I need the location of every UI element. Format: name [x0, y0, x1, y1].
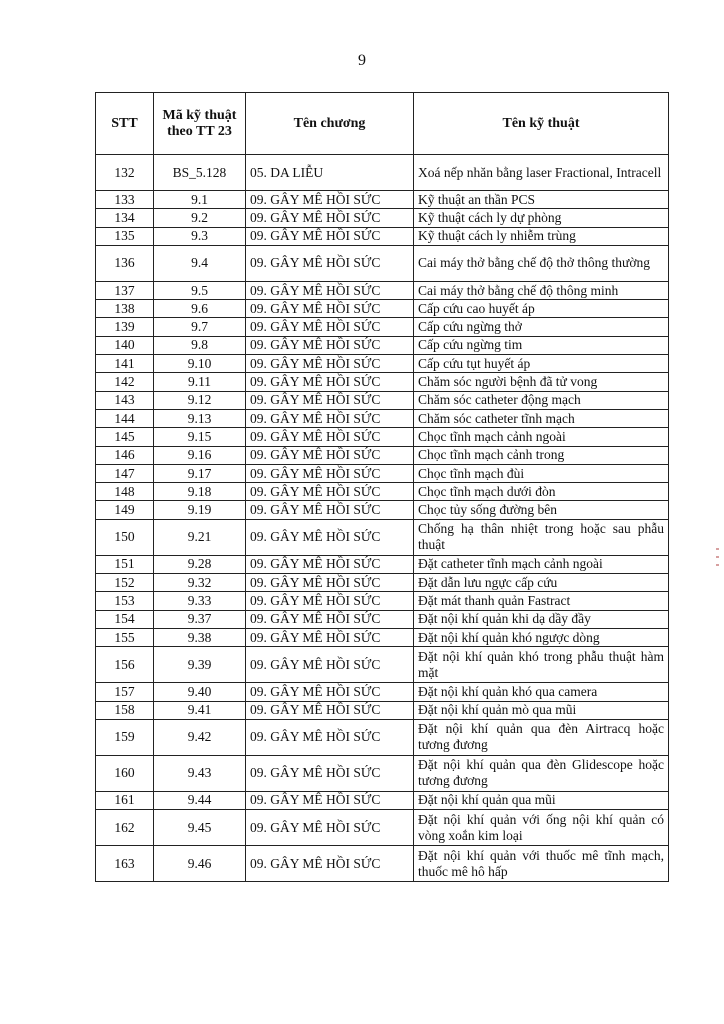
cell-chapter: 09. GÂY MÊ HỒI SỨC: [246, 209, 414, 227]
cell-chapter: 09. GÂY MÊ HỒI SỨC: [246, 300, 414, 318]
table-header-row: [96, 93, 669, 155]
cell-chapter: 09. GÂY MÊ HỒI SỨC: [246, 719, 414, 755]
cell-technique: Kỹ thuật cách ly nhiễm trùng: [414, 227, 669, 245]
header-stt: STT: [96, 93, 154, 155]
cell-code: 9.12: [154, 391, 246, 409]
cell-code: 9.41: [154, 701, 246, 719]
cell-stt: 155: [96, 628, 154, 646]
cell-chapter: 09. GÂY MÊ HỒI SỨC: [246, 464, 414, 482]
table-row: [96, 483, 669, 501]
cell-stt: 144: [96, 409, 154, 427]
cell-code: 9.10: [154, 355, 246, 373]
table-row: [96, 428, 669, 446]
cell-chapter: 09. GÂY MÊ HỒI SỨC: [246, 846, 414, 882]
table-row: [96, 191, 669, 209]
cell-technique: Chọc tĩnh mạch đùi: [414, 464, 669, 482]
cell-technique: Đặt nội khí quản qua đèn Glidescope hoặc tương đương: [414, 755, 669, 791]
cell-technique: Đặt nội khí quản khó trong phẫu thuật hàm mặt: [414, 647, 669, 683]
cell-technique: Đặt nội khí quản khó ngược dòng: [414, 628, 669, 646]
cell-stt: 152: [96, 574, 154, 592]
cell-code: 9.28: [154, 555, 246, 573]
cell-stt: 139: [96, 318, 154, 336]
cell-stt: 147: [96, 464, 154, 482]
cell-chapter: 09. GÂY MÊ HỒI SỨC: [246, 555, 414, 573]
cell-code: 9.40: [154, 683, 246, 701]
cell-technique: Đặt nội khí quản khó qua camera: [414, 683, 669, 701]
cell-stt: 135: [96, 227, 154, 245]
table-row: [96, 683, 669, 701]
cell-stt: 160: [96, 755, 154, 791]
cell-chapter: 09. GÂY MÊ HỒI SỨC: [246, 610, 414, 628]
cell-stt: 148: [96, 483, 154, 501]
table-row: [96, 610, 669, 628]
cell-code: 9.11: [154, 373, 246, 391]
cell-code: 9.6: [154, 300, 246, 318]
cell-technique: Xoá nếp nhăn bằng laser Fractional, Intracell: [414, 155, 669, 191]
cell-chapter: 09. GÂY MÊ HỒI SỨC: [246, 318, 414, 336]
cell-technique: Cấp cứu ngừng thở: [414, 318, 669, 336]
cell-chapter: 09. GÂY MÊ HỒI SỨC: [246, 592, 414, 610]
cell-chapter: 09. GÂY MÊ HỒI SỨC: [246, 409, 414, 427]
table-row: [96, 227, 669, 245]
cell-technique: Chống hạ thân nhiệt trong hoặc sau phẫu thuật: [414, 519, 669, 555]
cell-chapter: 05. DA LIỄU: [246, 155, 414, 191]
table-row: [96, 501, 669, 519]
table-row: [96, 446, 669, 464]
cell-technique: Cấp cứu cao huyết áp: [414, 300, 669, 318]
cell-stt: 132: [96, 155, 154, 191]
cell-code: 9.7: [154, 318, 246, 336]
cell-code: 9.43: [154, 755, 246, 791]
cell-code: 9.37: [154, 610, 246, 628]
cell-code: 9.38: [154, 628, 246, 646]
cell-code: 9.16: [154, 446, 246, 464]
cell-technique: Đặt nội khí quản với thuốc mê tĩnh mạch, thuốc mê hô hấp: [414, 846, 669, 882]
cell-chapter: 09. GÂY MÊ HỒI SỨC: [246, 701, 414, 719]
cell-technique: Đặt nội khí quản mò qua mũi: [414, 701, 669, 719]
cell-code: 9.17: [154, 464, 246, 482]
cell-stt: 138: [96, 300, 154, 318]
cell-technique: Đặt nội khí quản với ống nội khí quản có vòng xoắn kim loại: [414, 810, 669, 846]
table-row: [96, 336, 669, 354]
cell-code: 9.3: [154, 227, 246, 245]
table-row: [96, 209, 669, 227]
cell-stt: 143: [96, 391, 154, 409]
cell-code: BS_5.128: [154, 155, 246, 191]
cell-stt: 146: [96, 446, 154, 464]
cell-code: 9.4: [154, 245, 246, 281]
cell-technique: Chọc tĩnh mạch dưới đòn: [414, 483, 669, 501]
cell-chapter: 09. GÂY MÊ HỒI SỨC: [246, 628, 414, 646]
cell-code: 9.5: [154, 281, 246, 299]
cell-chapter: 09. GÂY MÊ HỒI SỨC: [246, 245, 414, 281]
cell-chapter: 09. GÂY MÊ HỒI SỨC: [246, 519, 414, 555]
cell-chapter: 09. GÂY MÊ HỒI SỨC: [246, 755, 414, 791]
cell-technique: Đặt dẫn lưu ngực cấp cứu: [414, 574, 669, 592]
cell-stt: 158: [96, 701, 154, 719]
cell-code: 9.8: [154, 336, 246, 354]
table-row: [96, 519, 669, 555]
table-row: [96, 318, 669, 336]
cell-technique: Cấp cứu ngừng tim: [414, 336, 669, 354]
cell-code: 9.39: [154, 647, 246, 683]
header-code: Mã kỹ thuật theo TT 23: [154, 93, 246, 155]
margin-marks: [716, 548, 720, 576]
cell-technique: Đặt nội khí quản qua đèn Airtracq hoặc tương đương: [414, 719, 669, 755]
cell-code: 9.15: [154, 428, 246, 446]
cell-code: 9.21: [154, 519, 246, 555]
cell-stt: 150: [96, 519, 154, 555]
cell-code: 9.18: [154, 483, 246, 501]
table-row: [96, 391, 669, 409]
cell-stt: 137: [96, 281, 154, 299]
header-technique: Tên kỹ thuật: [414, 93, 669, 155]
table-row: [96, 155, 669, 191]
table-row: [96, 647, 669, 683]
cell-stt: 163: [96, 846, 154, 882]
cell-code: 9.45: [154, 810, 246, 846]
cell-technique: Cấp cứu tụt huyết áp: [414, 355, 669, 373]
table-row: [96, 628, 669, 646]
cell-chapter: 09. GÂY MÊ HỒI SỨC: [246, 483, 414, 501]
cell-code: 9.2: [154, 209, 246, 227]
cell-technique: Đặt nội khí quản khi dạ dầy đầy: [414, 610, 669, 628]
cell-code: 9.13: [154, 409, 246, 427]
cell-technique: Đặt nội khí quản qua mũi: [414, 791, 669, 809]
cell-chapter: 09. GÂY MÊ HỒI SỨC: [246, 227, 414, 245]
cell-code: 9.42: [154, 719, 246, 755]
cell-chapter: 09. GÂY MÊ HỒI SỨC: [246, 647, 414, 683]
table-row: [96, 245, 669, 281]
cell-technique: Chăm sóc catheter tĩnh mạch: [414, 409, 669, 427]
cell-technique: Chọc tủy sống đường bên: [414, 501, 669, 519]
cell-stt: 142: [96, 373, 154, 391]
cell-stt: 136: [96, 245, 154, 281]
table-row: [96, 701, 669, 719]
table-row: [96, 281, 669, 299]
table-row: [96, 592, 669, 610]
cell-technique: Chọc tĩnh mạch cảnh trong: [414, 446, 669, 464]
table-row: [96, 300, 669, 318]
cell-chapter: 09. GÂY MÊ HỒI SỨC: [246, 355, 414, 373]
cell-chapter: 09. GÂY MÊ HỒI SỨC: [246, 446, 414, 464]
cell-stt: 157: [96, 683, 154, 701]
cell-stt: 134: [96, 209, 154, 227]
cell-chapter: 09. GÂY MÊ HỒI SỨC: [246, 791, 414, 809]
cell-chapter: 09. GÂY MÊ HỒI SỨC: [246, 683, 414, 701]
cell-code: 9.1: [154, 191, 246, 209]
cell-technique: Chăm sóc catheter động mạch: [414, 391, 669, 409]
table-row: [96, 555, 669, 573]
cell-chapter: 09. GÂY MÊ HỒI SỨC: [246, 428, 414, 446]
cell-stt: 156: [96, 647, 154, 683]
cell-stt: 149: [96, 501, 154, 519]
table-row: [96, 755, 669, 791]
table-row: [96, 719, 669, 755]
table-row: [96, 810, 669, 846]
cell-chapter: 09. GÂY MÊ HỒI SỨC: [246, 501, 414, 519]
cell-code: 9.46: [154, 846, 246, 882]
cell-stt: 162: [96, 810, 154, 846]
table-body: [96, 155, 669, 882]
cell-chapter: 09. GÂY MÊ HỒI SỨC: [246, 373, 414, 391]
cell-technique: Chọc tĩnh mạch cảnh ngoài: [414, 428, 669, 446]
cell-stt: 153: [96, 592, 154, 610]
cell-technique: Cai máy thở bằng chế độ thở thông thường: [414, 245, 669, 281]
table-row: [96, 464, 669, 482]
cell-code: 9.32: [154, 574, 246, 592]
table-row: [96, 791, 669, 809]
cell-stt: 154: [96, 610, 154, 628]
cell-chapter: 09. GÂY MÊ HỒI SỨC: [246, 574, 414, 592]
table-row: [96, 846, 669, 882]
cell-technique: Kỹ thuật cách ly dự phòng: [414, 209, 669, 227]
cell-chapter: 09. GÂY MÊ HỒI SỨC: [246, 810, 414, 846]
page-number: 9: [358, 52, 366, 69]
cell-technique: Chăm sóc người bệnh đã tử vong: [414, 373, 669, 391]
techniques-table: [95, 92, 669, 882]
cell-stt: 151: [96, 555, 154, 573]
cell-technique: Kỹ thuật an thần PCS: [414, 191, 669, 209]
cell-chapter: 09. GÂY MÊ HỒI SỨC: [246, 391, 414, 409]
cell-stt: 141: [96, 355, 154, 373]
cell-code: 9.33: [154, 592, 246, 610]
cell-chapter: 09. GÂY MÊ HỒI SỨC: [246, 336, 414, 354]
cell-stt: 140: [96, 336, 154, 354]
cell-stt: 133: [96, 191, 154, 209]
header-chapter: Tên chương: [246, 93, 414, 155]
cell-stt: 145: [96, 428, 154, 446]
table-row: [96, 373, 669, 391]
cell-technique: Đặt catheter tĩnh mạch cảnh ngoài: [414, 555, 669, 573]
cell-chapter: 09. GÂY MÊ HỒI SỨC: [246, 191, 414, 209]
cell-stt: 159: [96, 719, 154, 755]
cell-technique: Cai máy thở bằng chế độ thông minh: [414, 281, 669, 299]
cell-stt: 161: [96, 791, 154, 809]
table-row: [96, 409, 669, 427]
table-row: [96, 574, 669, 592]
table-row: [96, 355, 669, 373]
cell-technique: Đặt mát thanh quản Fastract: [414, 592, 669, 610]
cell-code: 9.44: [154, 791, 246, 809]
cell-code: 9.19: [154, 501, 246, 519]
cell-chapter: 09. GÂY MÊ HỒI SỨC: [246, 281, 414, 299]
